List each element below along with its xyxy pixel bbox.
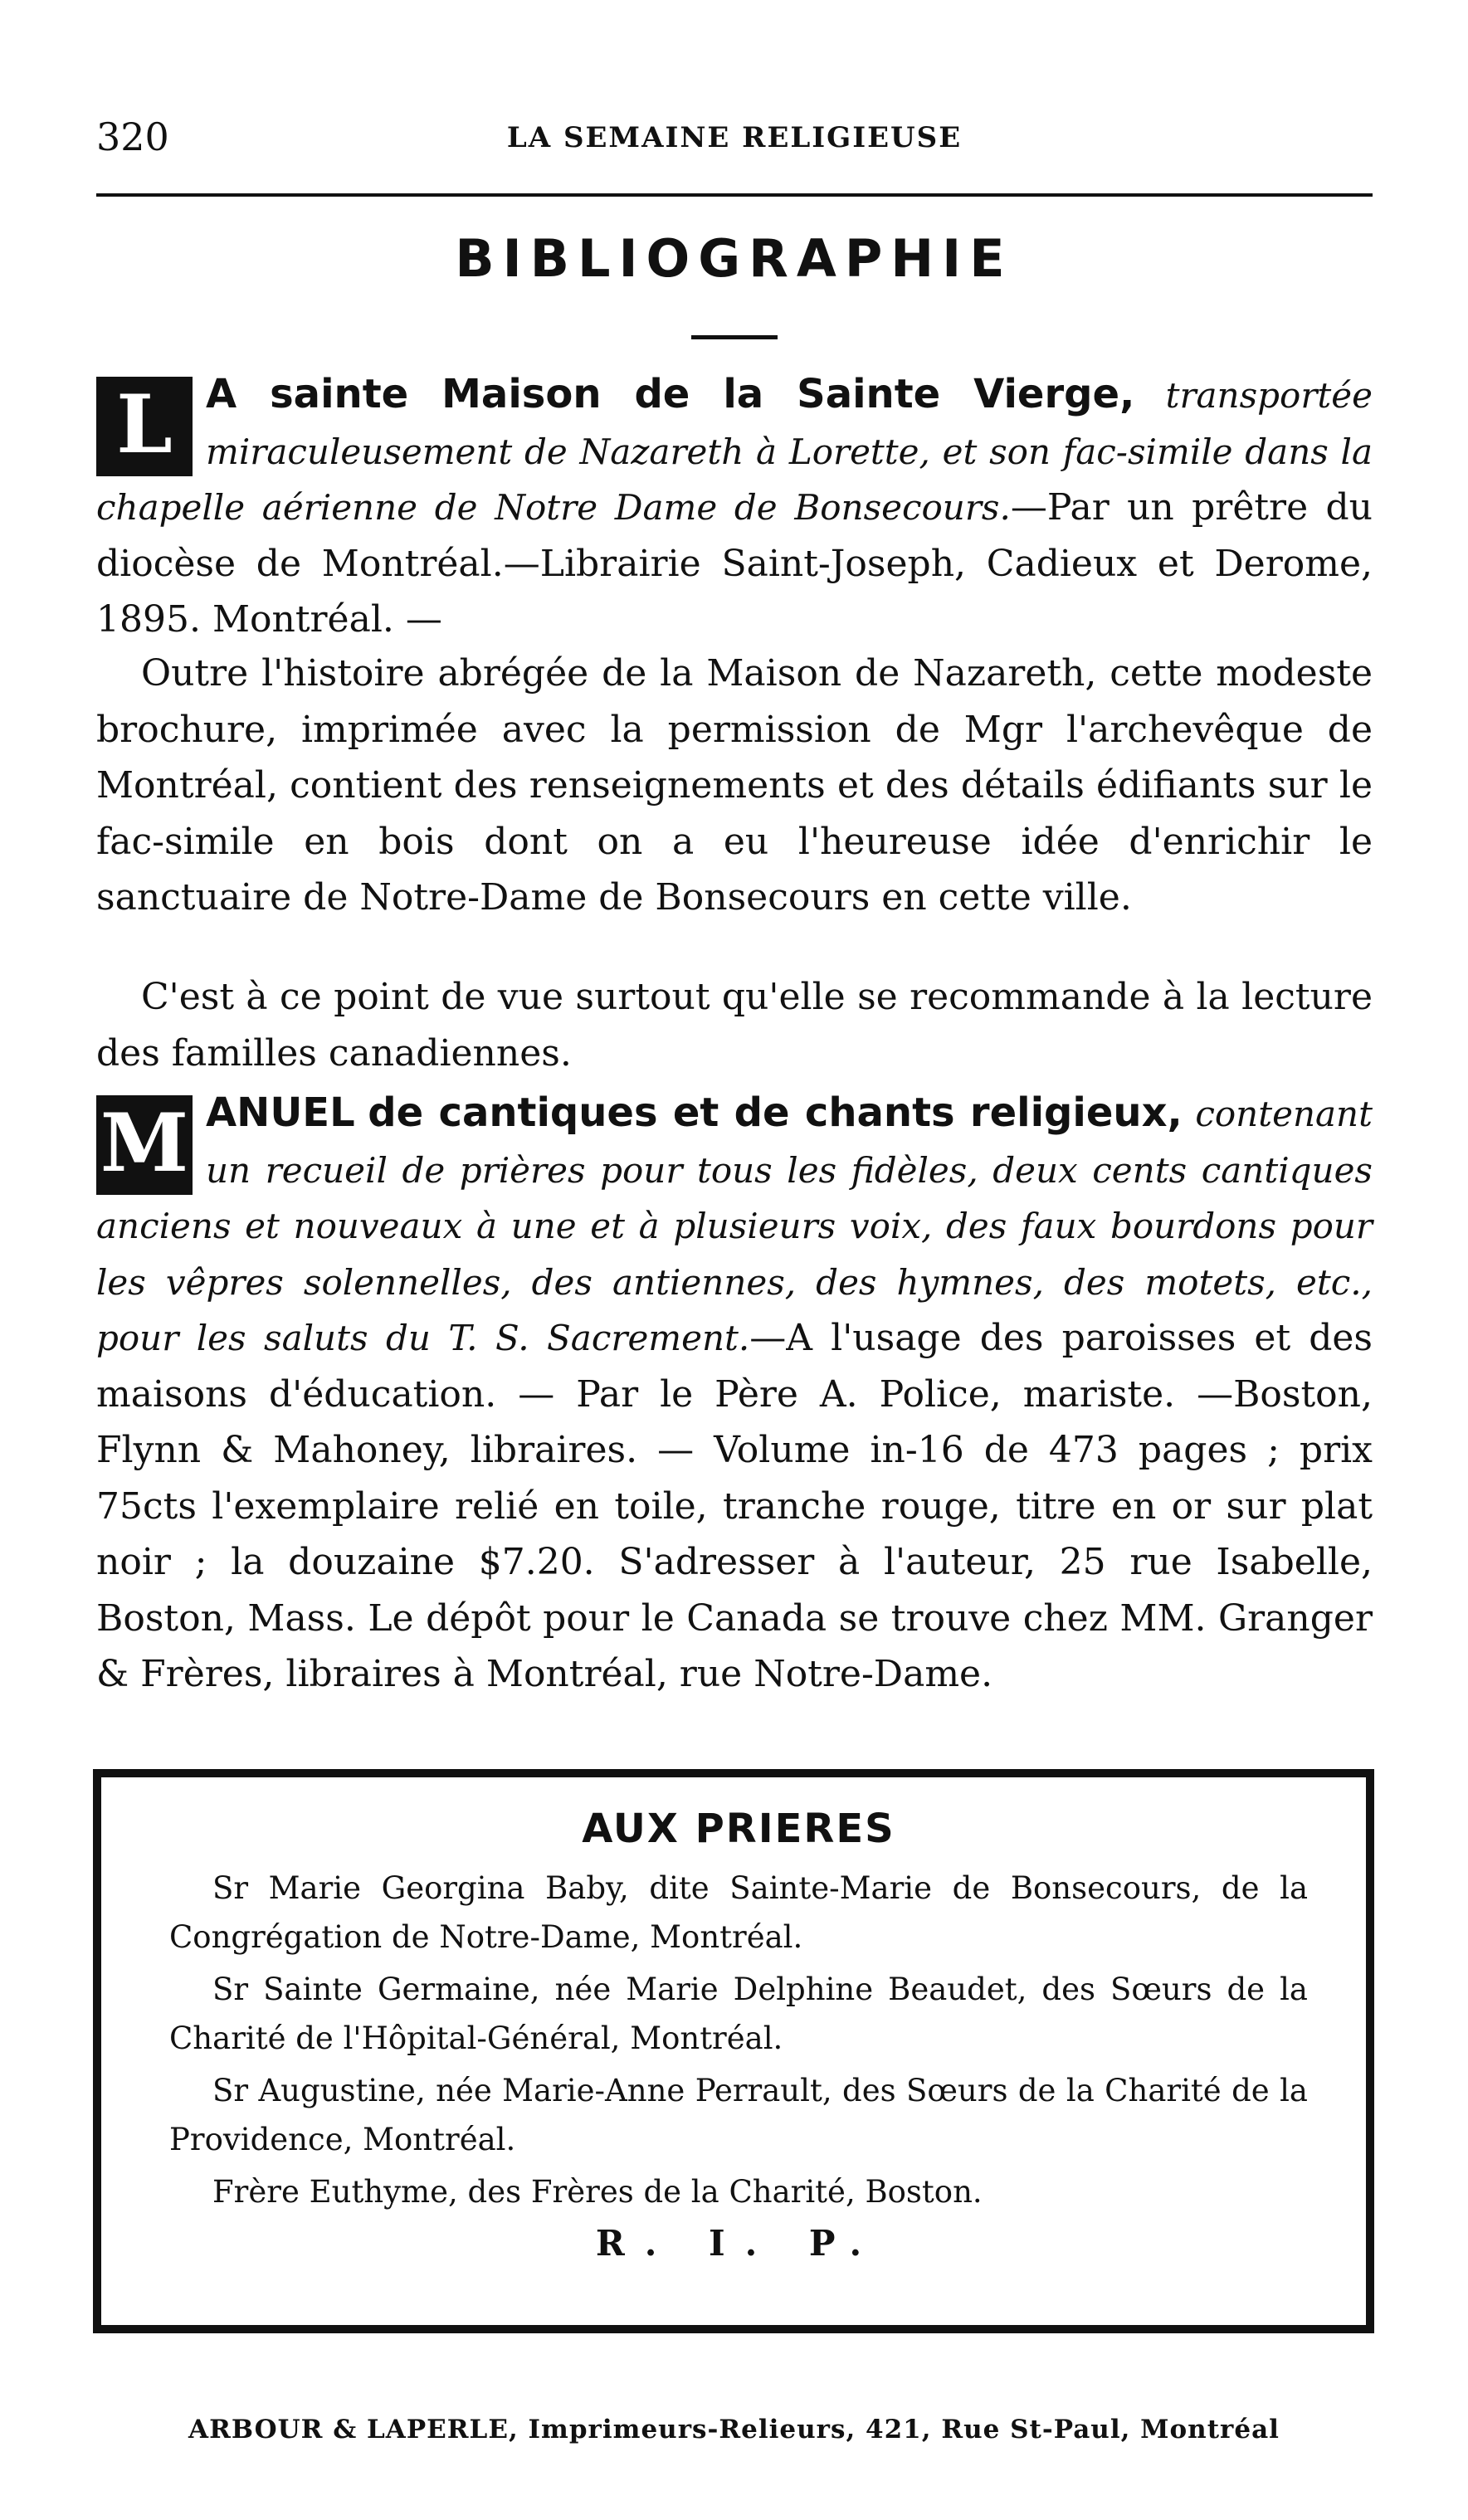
prayer-entry: Frère Euthyme, des Frères de la Charité, Boston. [212, 2174, 983, 2210]
entry-2-publication: —A l'usage des paroisses et des maisons d'éducation. — Par le Père A. Police, mariste. —Boston, Flynn & Mahoney, libraires. — Volume in-16 de 473 pages ; prix 75cts l'exemplaire relié en toile, tranche rouge, titre en or sur plat noir ; la douzaine $7.20. S'adresser à l'auteur, 25 rue Isabelle, Boston, Mass. Le dépôt pour le Canada se trouve chez MM. Granger & Frères, libraires à Montréal, rue Notre-Dame. [96, 1317, 1373, 1695]
section-title: BIBLIOGRAPHIE [455, 228, 1013, 289]
prayer-entry: Sr Augustine, née Marie-Anne Perrault, des Sœurs de la Charité de la Providence, Montréal. [169, 2073, 1308, 2157]
journal-title: LA SEMAINE RELIGIEUSE [506, 121, 963, 154]
page-number: 320 [96, 115, 169, 159]
entry-2-subtitle: contenant un recueil de prières pour tous les fidèles, deux cents cantiques anciens et nouveaux à une et à plusieurs voix, des faux bourdons pour les vêpres solennelles, des antiennes, des hymnes, des motets, etc., pour les saluts du T. S. Sacrement. [96, 1094, 1373, 1358]
printer-imprint: ARBOUR & LAPERLE, Imprimeurs-Relieurs, 421, Rue St-Paul, Montréal [188, 2415, 1280, 2444]
entry-1-review-paragraph: Outre l'histoire abrégée de la Maison de Nazareth, cette modeste brochure, imprimée avec la permission de Mgr l'archevêque de Montréal, contient des renseignements et des détails édifiants sur le fac-simile en bois dont on a eu l'heureuse idée d'enrichir le sanctuaire de Notre-Dame de Bonsecours en cette ville. [96, 652, 1373, 919]
prayer-list-box [93, 1769, 1374, 2333]
bibliography-entry-2 [96, 1085, 1373, 1703]
bibliography-entry-1 [96, 367, 1373, 648]
entry-1-title: A sainte Maison de la Sainte Vierge, [206, 371, 1135, 417]
prayers-heading: AUX PRIERES [582, 1806, 895, 1852]
drop-cap-l: L [96, 377, 193, 476]
running-head [96, 115, 1373, 164]
drop-cap-m: M [96, 1095, 193, 1195]
prayer-entry: Sr Sainte Germaine, née Marie Delphine Beaudet, des Sœurs de la Charité de l'Hôpital-Général, Montréal. [169, 1972, 1308, 2056]
entry-1-publication: —Par un prêtre du diocèse de Montréal.—Librairie Saint-Joseph, Cadieux et Derome, 1895. Montréal. — [96, 486, 1373, 641]
entry-1-recommendation-paragraph: C'est à ce point de vue surtout qu'elle se recommande à la lecture des familles canadiennes. [96, 976, 1373, 1075]
section-divider [691, 335, 778, 339]
prayer-entry: Sr Marie Georgina Baby, dite Sainte-Marie de Bonsecours, de la Congrégation de Notre-Dame, Montréal. [169, 1870, 1308, 1955]
rip-closing: R. I. P. [595, 2223, 882, 2264]
entry-2-title: de cantiques et de chants religieux, [368, 1089, 1183, 1136]
entry-1-subtitle: transportée miraculeusement de Nazareth à Lorette, et son fac-simile dans la chapelle aérienne de Notre Dame de Bonsecours. [96, 375, 1373, 528]
entry-2-title-caps: ANUEL [206, 1089, 355, 1136]
header-rule [96, 193, 1373, 197]
